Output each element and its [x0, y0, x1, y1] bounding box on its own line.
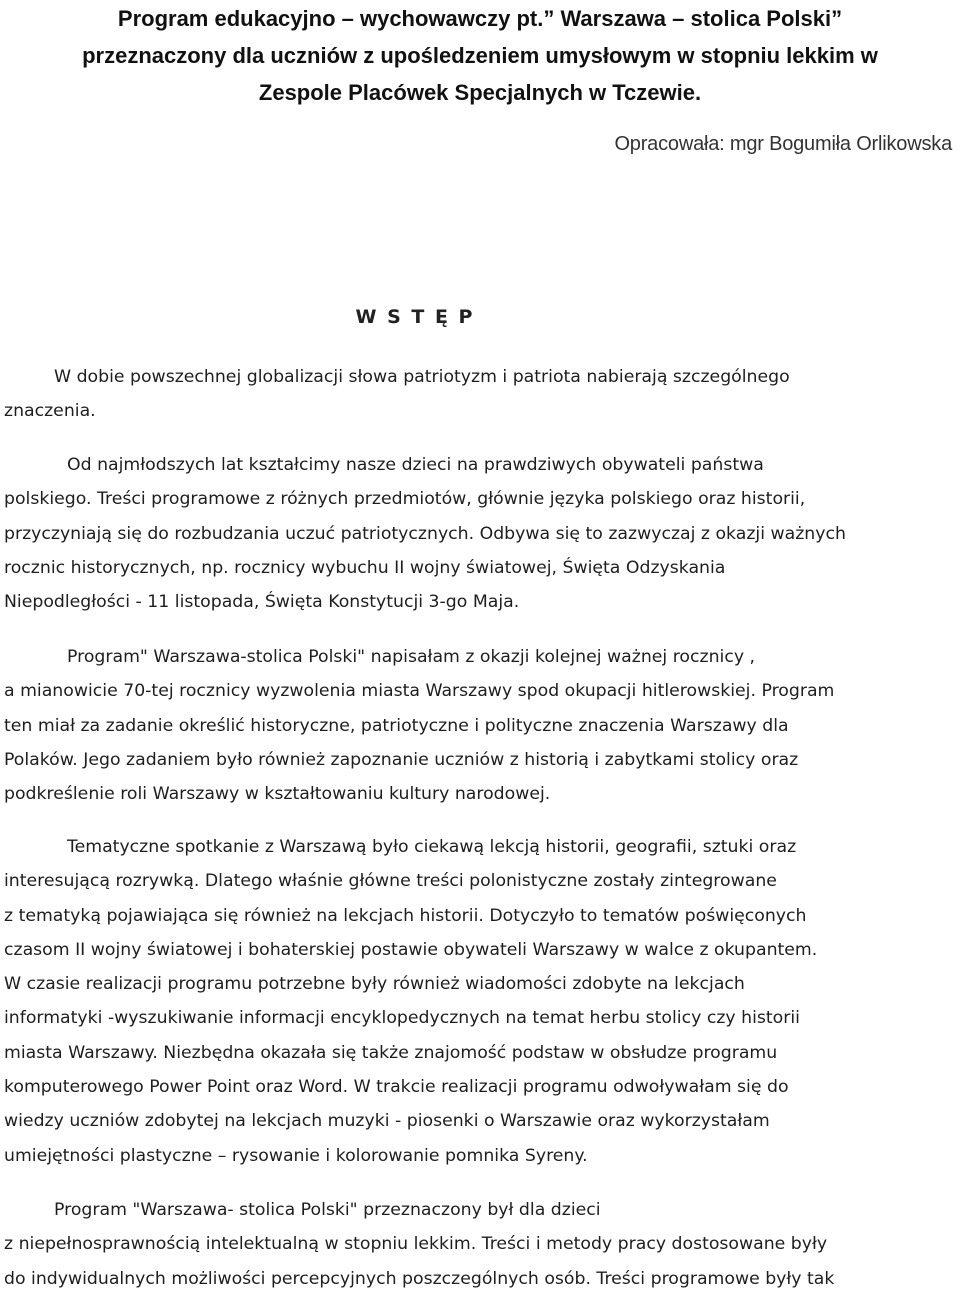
paragraph-line: Program "Warszawa- stolica Polski" przeznaczony był dla dzieci: [54, 1200, 601, 1220]
paragraph-line: miasta Warszawy. Niezbędna okazała się także znajomość podstaw w obsłudze programu: [4, 1042, 778, 1063]
paragraph-line: podkreślenie roli Warszawy w kształtowaniu kultury narodowej.: [4, 784, 551, 805]
paragraph-line: Tematyczne spotkanie z Warszawą było ciekawą lekcją historii, geografii, sztuki oraz: [67, 837, 797, 857]
paragraph-line: czasom II wojny światowej i bohaterskiej postawie obywateli Warszawy w walce z okupantem.: [4, 939, 818, 960]
title-line: przeznaczony dla uczniów z upośledzeniem umysłowym w stopniu lekkim w: [82, 43, 878, 68]
paragraph-line: umiejętności plastyczne – rysowanie i kolorowanie pomnika Syreny.: [4, 1145, 588, 1166]
paragraph-line: polskiego. Treści programowe z różnych przedmiotów, głównie języka polskiego oraz historii,: [4, 489, 806, 510]
paragraph-line: ten miał za zadanie określić historyczne, patriotyczne i polityczne znaczenia Warszawy dla: [4, 715, 789, 736]
paragraph-line: W dobie powszechnej globalizacji słowa patriotyzm i patriota nabierają szczególnego: [54, 367, 790, 387]
paragraph-line: Program" Warszawa-stolica Polski" napisałam z okazji kolejnej ważnej rocznicy ,: [67, 647, 756, 667]
paragraph: [4, 360, 954, 429]
paragraph-line: interesującą rozrywką. Dlatego właśnie główne treści polonistyczne zostały zintegrowane: [4, 871, 777, 892]
paragraph-line: przyczyniają się do rozbudzania uczuć patriotycznych. Odbywa się to zazwyczaj z okazji ważnych: [4, 523, 846, 544]
section-heading: W S T Ę P: [355, 306, 475, 328]
document-title: [20, 0, 940, 111]
author-line: Opracowała: mgr Bogumiła Orlikowska: [614, 133, 952, 155]
paragraph-line: Polaków. Jego zadaniem było również zapoznanie uczniów z historią i zabytkami stolicy oraz: [4, 749, 799, 770]
paragraph: [4, 1193, 954, 1296]
paragraph-line: do indywidualnych możliwości percepcyjnych poszczególnych osób. Treści programowe były tak: [4, 1268, 835, 1289]
paragraph-line: a mianowicie 70-tej rocznicy wyzwolenia miasta Warszawy spod okupacji hitlerowskiej. Program: [4, 681, 835, 702]
title-line: Program edukacyjno – wychowawczy pt.” Warszawa – stolica Polski”: [117, 6, 843, 31]
paragraph: [4, 448, 954, 619]
paragraph: [4, 830, 954, 1173]
paragraph-line: informatyki -wyszukiwanie informacji encyklopedycznych na temat herbu stolicy czy historii: [4, 1008, 800, 1029]
paragraph-line: Niepodległości - 11 listopada, Święta Konstytucji 3-go Maja.: [4, 592, 520, 613]
title-line: Zespole Placówek Specjalnych w Tczewie.: [258, 80, 702, 105]
paragraph-line: z tematyką pojawiająca się również na lekcjach historii. Dotyczyło to tematów poświęconych: [4, 905, 807, 926]
paragraph-line: znaczenia.: [4, 401, 96, 422]
paragraph-line: W czasie realizacji programu potrzebne były również wiadomości zdobyte na lekcjach: [4, 974, 745, 995]
paragraph-line: komputerowego Power Point oraz Word. W trakcie realizacji programu odwoływałam się do: [4, 1077, 789, 1098]
paragraph-line: Od najmłodszych lat kształcimy nasze dzieci na prawdziwych obywateli państwa: [67, 455, 764, 475]
paragraph-line: wiedzy uczniów zdobytej na lekcjach muzyki - piosenki o Warszawie oraz wykorzystałam: [4, 1111, 770, 1132]
paragraph-line: rocznic historycznych, np. rocznicy wybuchu II wojny światowej, Święta Odzyskania: [4, 557, 726, 578]
paragraph: [4, 640, 954, 811]
paragraph-line: z niepełnosprawnością intelektualną w stopniu lekkim. Treści i metody pracy dostosowane były: [4, 1234, 828, 1255]
